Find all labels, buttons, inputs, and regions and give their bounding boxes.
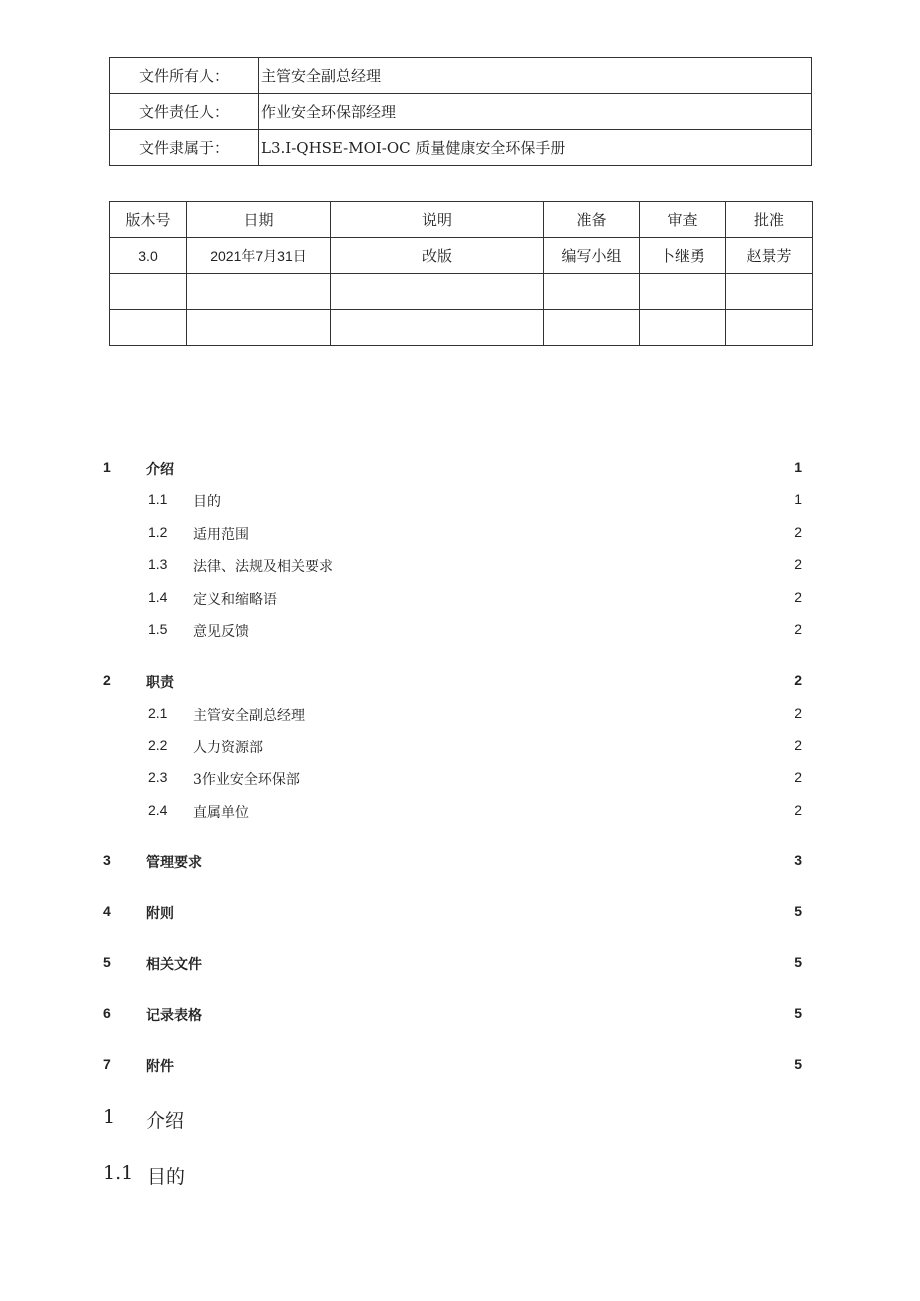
table-row xyxy=(110,238,813,274)
toc-page: 5 xyxy=(794,1005,802,1021)
toc-page: 2 xyxy=(794,672,802,688)
toc-page: 2 xyxy=(794,802,802,818)
column-header: 日期 xyxy=(187,202,331,238)
toc-entry[interactable] xyxy=(0,769,920,793)
table-cell xyxy=(640,274,726,310)
version-history-table xyxy=(109,201,813,346)
toc-number: 2.4 xyxy=(148,802,168,818)
toc-title: 附件 xyxy=(146,1058,174,1074)
info-label: 文件隶属于： xyxy=(110,130,259,166)
toc-number: 2 xyxy=(103,672,111,688)
table-cell: 3.0 xyxy=(110,238,187,274)
toc-entry[interactable] xyxy=(0,1056,920,1080)
toc-entry[interactable] xyxy=(0,524,920,548)
table-cell xyxy=(331,274,544,310)
toc-page: 2 xyxy=(794,737,802,753)
column-header: 版木号 xyxy=(110,202,187,238)
toc-entry[interactable] xyxy=(0,589,920,613)
subsection-number: 1.1 xyxy=(103,1162,134,1184)
toc-number: 1 xyxy=(103,459,111,475)
toc-page: 3 xyxy=(794,852,802,868)
toc-title: 直属单位 xyxy=(193,805,249,821)
document-info-table xyxy=(109,57,812,166)
toc-number: 1.4 xyxy=(148,589,168,605)
toc-page: 2 xyxy=(794,705,802,721)
toc-entry[interactable] xyxy=(0,737,920,761)
toc-entry[interactable] xyxy=(0,672,920,696)
toc-entry[interactable] xyxy=(0,705,920,729)
info-value: L3.I-QHSE-MOI-OC 质量健康安全环保手册 xyxy=(259,130,812,166)
info-row-belongs-to xyxy=(110,130,812,166)
table-row xyxy=(110,310,813,346)
table-cell xyxy=(544,310,640,346)
toc-page: 2 xyxy=(794,589,802,605)
toc-number: 5 xyxy=(103,954,111,970)
toc-title: 主管安全副总经理 xyxy=(193,708,305,724)
toc-number: 1.5 xyxy=(148,621,168,637)
toc-title: 意见反馈 xyxy=(193,624,249,640)
section-number: 1 xyxy=(103,1106,116,1128)
table-row xyxy=(110,274,813,310)
table-cell xyxy=(726,310,813,346)
table-cell xyxy=(331,310,544,346)
toc-page: 5 xyxy=(794,903,802,919)
toc-title: 法律、法规及相关要求 xyxy=(193,559,333,575)
subsection-title: 目的 xyxy=(147,1167,186,1188)
toc-number: 4 xyxy=(103,903,111,919)
info-row-responsible xyxy=(110,94,812,130)
info-label: 文件所有人： xyxy=(110,58,259,94)
column-header: 说明 xyxy=(331,202,544,238)
toc-page: 1 xyxy=(794,491,802,507)
table-cell xyxy=(726,274,813,310)
toc-number: 3 xyxy=(103,852,111,868)
toc-number: 2.1 xyxy=(148,705,168,721)
toc-title: 相关文件 xyxy=(146,956,202,972)
toc-title: 介绍 xyxy=(146,461,174,477)
table-cell xyxy=(640,310,726,346)
toc-number: 6 xyxy=(103,1005,111,1021)
table-cell xyxy=(187,310,331,346)
toc-title: 记录表格 xyxy=(146,1007,202,1023)
toc-entry[interactable] xyxy=(0,491,920,515)
info-label: 文件责任人： xyxy=(110,94,259,130)
toc-entry[interactable] xyxy=(0,1005,920,1029)
toc-title: 3作业安全环保部 xyxy=(193,772,300,788)
toc-number: 1.2 xyxy=(148,524,168,540)
column-header: 准备 xyxy=(544,202,640,238)
info-value: 主管安全副总经理 xyxy=(259,58,812,94)
info-value: 作业安全环保部经理 xyxy=(259,94,812,130)
toc-entry[interactable] xyxy=(0,852,920,876)
column-header: 批准 xyxy=(726,202,813,238)
toc-entry[interactable] xyxy=(0,802,920,826)
toc-entry[interactable] xyxy=(0,556,920,580)
toc-title: 附则 xyxy=(146,905,174,921)
table-cell: 赵景芳 xyxy=(726,238,813,274)
toc-entry[interactable] xyxy=(0,903,920,927)
toc-number: 7 xyxy=(103,1056,111,1072)
table-cell xyxy=(110,310,187,346)
toc-entry[interactable] xyxy=(0,954,920,978)
section-heading xyxy=(103,1106,185,1132)
table-cell: 改版 xyxy=(331,238,544,274)
toc-page: 5 xyxy=(794,1056,802,1072)
table-cell xyxy=(110,274,187,310)
toc-title: 人力资源部 xyxy=(193,740,263,756)
toc-number: 2.3 xyxy=(148,769,168,785)
toc-page: 2 xyxy=(794,621,802,637)
toc-entry[interactable] xyxy=(0,459,920,483)
table-cell: 编写小组 xyxy=(544,238,640,274)
toc-number: 2.2 xyxy=(148,737,168,753)
toc-title: 目的 xyxy=(193,494,221,510)
toc-entry[interactable] xyxy=(0,621,920,645)
toc-title: 定义和缩略语 xyxy=(193,592,277,608)
toc-number: 1.1 xyxy=(148,491,168,507)
table-cell xyxy=(544,274,640,310)
table-cell: 卜继勇 xyxy=(640,238,726,274)
toc-page: 2 xyxy=(794,524,802,540)
subsection-heading xyxy=(103,1162,186,1188)
toc-title: 适用范围 xyxy=(193,527,249,543)
table-cell: 2021年7月31日 xyxy=(187,238,331,274)
version-header-row xyxy=(110,202,813,238)
toc-title: 管理要求 xyxy=(146,854,202,870)
toc-title: 职责 xyxy=(146,674,174,690)
column-header: 审查 xyxy=(640,202,726,238)
toc-page: 1 xyxy=(794,459,802,475)
toc-number: 1.3 xyxy=(148,556,168,572)
table-cell xyxy=(187,274,331,310)
toc-page: 2 xyxy=(794,769,802,785)
toc-page: 5 xyxy=(794,954,802,970)
section-title: 介绍 xyxy=(146,1111,185,1132)
info-row-owner xyxy=(110,58,812,94)
toc-page: 2 xyxy=(794,556,802,572)
